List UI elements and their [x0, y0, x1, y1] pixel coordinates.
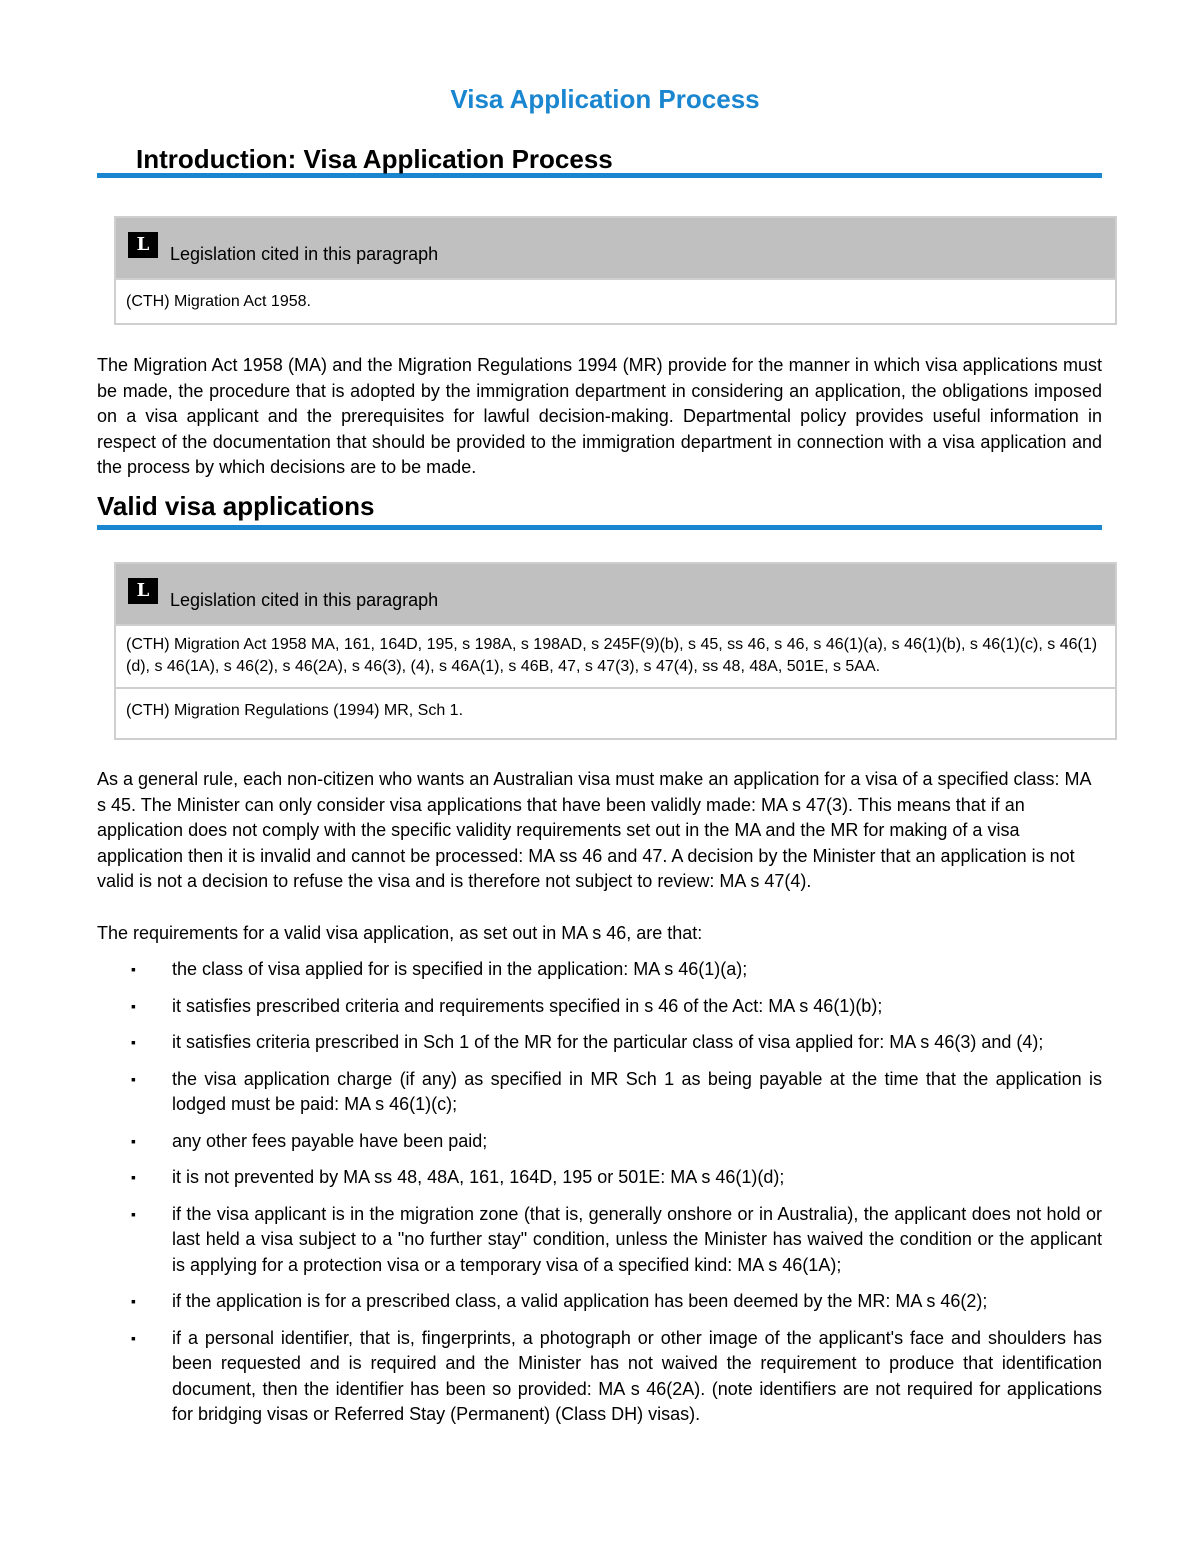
legislation-header [116, 218, 1115, 278]
legislation-row: (CTH) Migration Act 1958. [116, 278, 1115, 324]
list-item-text: if the visa applicant is in the migration zone (that is, generally onshore or in Australia), the applicant does not hold or last held a visa subject to a "no further stay" condition, unless the Minister has waived the condition or the applicant is applying for a protection visa or a temporary visa of a specified kind: MA s 46(1A); [172, 1203, 1102, 1275]
list-item-text: it satisfies prescribed criteria and requirements specified in s 46 of the Act: MA s 46(1)(b); [172, 995, 883, 1016]
list-item-text: the visa application charge (if any) as specified in MR Sch 1 as being payable at the time that the application is lodged must be paid: MA s 46(1)(c); [172, 1068, 1102, 1114]
list-item [97, 1129, 1102, 1155]
list-item [97, 1030, 1102, 1056]
legislation-row: (CTH) Migration Act 1958 MA, 161, 164D, 195, s 198A, s 198AD, s 245F(9)(b), s 45, ss 46, s 46, s 46(1)(a), s 46(1)(b), s 46(1)(c), s 46(1)(d), s 46(1A), s 46(2), s 46(2A), s 46(3), (4), s 46A(1), s 46B, 47, s 47(3), s 47(4), ss 48, 48A, 501E, s 5AA. [116, 624, 1115, 687]
list-item [97, 1326, 1102, 1428]
list-item [97, 994, 1102, 1020]
list-item [97, 1289, 1102, 1315]
legislation-row: (CTH) Migration Regulations (1994) MR, Sch 1. [116, 687, 1115, 733]
requirements-list [97, 957, 1102, 1439]
bullet-icon: ▪ [131, 961, 136, 977]
legislation-header [116, 564, 1115, 624]
document-title: Visa Application Process [450, 84, 760, 114]
list-item-text: if a personal identifier, that is, fingerprints, a photograph or other image of the applicant's face and shoulders has been requested and is required and the Minister has not waived the requirement to produce that identification document, then the identifier has been so provided: MA s 46(2A). (note identifiers are not required for applications for bridging visas or Referred Stay (Permanent) (Class DH) visas). [172, 1327, 1102, 1424]
requirements-intro: The requirements for a valid visa application, as set out in MA s 46, are that: [97, 923, 703, 943]
bullet-icon: ▪ [131, 1293, 136, 1309]
list-item [97, 957, 1102, 983]
list-item-text: any other fees payable have been paid; [172, 1130, 488, 1151]
general-rule-paragraph: As a general rule, each non-citizen who wants an Australian visa must make an application for a visa of a specified class: MA s 45. The Minister can only consider visa applications that have been validly made: MA s 47(3). This means that if an application does not comply with the specific validity requirements set out in the MA and the MR for making of a visa application then it is invalid and cannot be processed: MA ss 46 and 47. A decision by the Minister that an application is not valid is not a decision to refuse the visa and is therefore not subject to review: MA s 47(4). [97, 769, 1091, 891]
list-item-text: the class of visa applied for is specified in the application: MA s 46(1)(a); [172, 959, 748, 979]
bullet-icon: ▪ [131, 1205, 136, 1222]
bullet-icon: ▪ [131, 1034, 136, 1050]
bullet-icon: ▪ [131, 997, 136, 1014]
list-item-text: it satisfies criteria prescribed in Sch 1 of the MR for the particular class of visa applied for: MA s 46(3) and (4); [172, 1032, 1044, 1052]
bullet-icon: ▪ [131, 1070, 136, 1087]
intro-heading: Introduction: Visa Application Process [97, 144, 1102, 178]
intro-paragraph: The Migration Act 1958 (MA) and the Migration Regulations 1994 (MR) provide for the manner in which visa applications must be made, the procedure that is adopted by the immigration department in considering an application, the obligations imposed on a visa applicant and the prerequisites for lawful decision-making. Departmental policy provides useful information in respect of the documentation that should be provided to the immigration department in connection with a visa application and the process by which decisions are to be made. [97, 355, 1102, 477]
list-item-text: it is not prevented by MA ss 48, 48A, 161, 164D, 195 or 501E: MA s 46(1)(d); [172, 1167, 785, 1187]
list-item [97, 1202, 1102, 1279]
bullet-icon: ▪ [131, 1132, 136, 1149]
list-item [97, 1067, 1102, 1118]
legislation-header-label: Legislation cited in this paragraph [170, 590, 439, 610]
bullet-icon: ▪ [131, 1169, 136, 1185]
valid-legislation-box [114, 562, 1117, 740]
bullet-icon: ▪ [131, 1329, 136, 1346]
intro-legislation-box [114, 216, 1117, 325]
list-item [97, 1165, 1102, 1191]
legislation-header-label: Legislation cited in this paragraph [170, 244, 439, 264]
list-item-text: if the application is for a prescribed class, a valid application has been deemed by the MR: MA s 46(2); [172, 1291, 988, 1311]
legislation-l-icon: L [128, 578, 158, 604]
legislation-l-icon: L [128, 232, 158, 258]
valid-applications-heading: Valid visa applications [97, 491, 1102, 530]
